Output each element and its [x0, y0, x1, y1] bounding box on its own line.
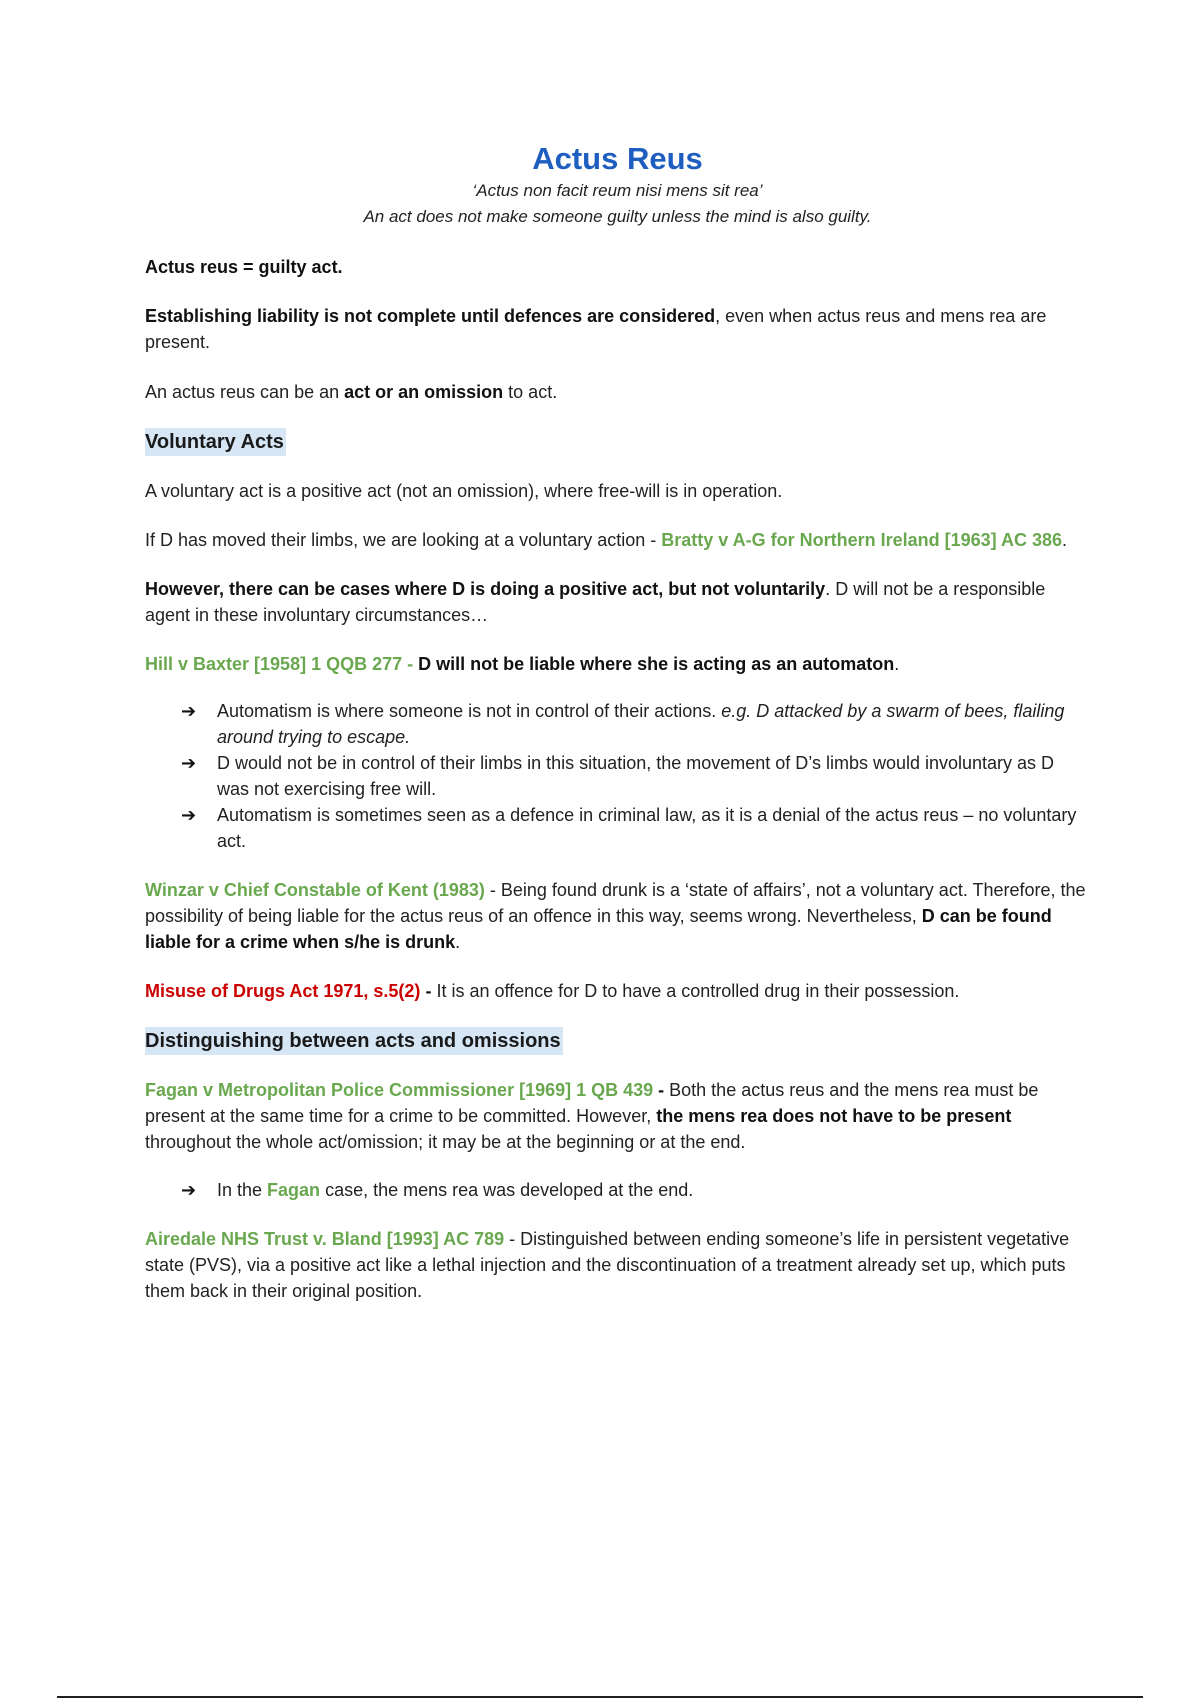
bullet-text: D would not be in control of their limbs in this situation, the movement of D’s limbs would involuntary as D was not exercising free will. — [217, 753, 1055, 799]
bratty-text: If D has moved their limbs, we are looking at a voluntary action - — [145, 530, 662, 550]
section-heading-acts-omissions: Distinguishing between acts and omissions — [145, 1027, 563, 1055]
acts-omissions-heading-wrap — [145, 1027, 1090, 1055]
arrow-bullet-icon: ➔ — [181, 805, 197, 825]
bratty-paragraph — [145, 527, 1090, 553]
act-omission-paragraph — [145, 379, 1090, 405]
involuntary-paragraph — [145, 576, 1090, 628]
fagan-bullet-list — [145, 1177, 1090, 1203]
act-omission-pre: An actus reus can be an — [145, 382, 345, 402]
winzar-bold: D can be found liable for a crime when s/he is drunk — [145, 906, 1052, 952]
voluntary-act-definition: A voluntary act is a positive act (not an omission), where free-will is in operation. — [145, 481, 783, 501]
fagan-dash: - — [653, 1080, 670, 1100]
section-heading-voluntary-acts: Voluntary Acts — [145, 428, 286, 456]
winzar-paragraph — [145, 877, 1090, 955]
fagan-bullet-pre: In the — [217, 1180, 268, 1200]
arrow-bullet-icon: ➔ — [181, 701, 197, 721]
bullet-example-italic: e.g. D attacked by a swarm of bees, flailing around trying to escape. — [217, 701, 1065, 747]
airedale-paragraph — [145, 1226, 1090, 1304]
act-omission-bold: act or an omission — [344, 382, 504, 402]
automatism-bullet-list — [145, 698, 1090, 854]
bullet-text: Automatism is sometimes seen as a defence in criminal law, as it is a denial of the actus reus – no voluntary act. — [217, 805, 1077, 851]
fagan-paragraph — [145, 1077, 1090, 1155]
winzar-text: - Being found drunk is a ‘state of affairs’, not a voluntary act. Therefore, the possibility of being liable for the actus reus of an offence in this way, seems wrong. Nevertheless, — [145, 880, 1086, 926]
page-bottom-rule — [57, 1696, 1143, 1698]
case-citation-fagan: Fagan v Metropolitan Police Commissioner [1969] 1 QB 439 — [145, 1080, 654, 1100]
bratty-end: . — [1062, 530, 1068, 550]
list-item — [181, 750, 1090, 802]
winzar-end: . — [455, 932, 461, 952]
act-omission-post: to act. — [503, 382, 558, 402]
misuse-text: It is an offence for D to have a controlled drug in their possession. — [436, 981, 960, 1001]
fagan-text: Both the actus reus and the mens rea must be present at the same time for a crime to be committed. However, — [145, 1080, 1039, 1126]
fagan-bold: the mens rea does not have to be present — [656, 1106, 1012, 1126]
liability-rest-text: , even when actus reus and mens rea are present. — [145, 306, 1047, 352]
liability-bold-text: Establishing liability is not complete until defences are considered — [145, 306, 716, 326]
arrow-bullet-icon: ➔ — [181, 1180, 197, 1200]
case-citation-winzar: Winzar v Chief Constable of Kent (1983) — [145, 880, 485, 900]
case-citation-fagan-short: Fagan — [267, 1180, 321, 1200]
list-item — [181, 1177, 1090, 1203]
involuntary-bold: However, there can be cases where D is doing a positive act, but not voluntarily — [145, 579, 826, 599]
case-citation-bratty: Bratty v A-G for Northern Ireland [1963] AC 386 — [661, 530, 1062, 550]
subtitle-translation: An act does not make someone guilty unless the mind is also guilty. — [363, 207, 872, 226]
statute-citation-misuse-of-drugs: Misuse of Drugs Act 1971, s.5(2) — [145, 981, 421, 1001]
hill-baxter-paragraph — [145, 651, 1090, 677]
hill-baxter-bold: D will not be liable where she is acting as an automaton — [418, 654, 895, 674]
list-item — [181, 698, 1090, 750]
definition-text: Actus reus = guilty act. — [145, 257, 343, 277]
document-page — [145, 140, 1090, 1304]
fagan-bullet-post: case, the mens rea was developed at the end. — [320, 1180, 694, 1200]
arrow-bullet-icon: ➔ — [181, 753, 197, 773]
liability-paragraph — [145, 303, 1090, 355]
case-citation-hill-baxter: Hill v Baxter [1958] 1 QQB 277 - — [145, 654, 419, 674]
airedale-text: - Distinguished between ending someone’s life in persistent vegetative state (PVS), via a positive act like a lethal injection and the discontinuation of a treatment already set up, which puts them back in their original position. — [145, 1229, 1070, 1301]
list-item — [181, 802, 1090, 854]
subtitle-latin-maxim: ‘Actus non facit reum nisi mens sit rea’ — [472, 181, 763, 200]
page-title: Actus Reus — [532, 141, 703, 176]
fagan-end: throughout the whole act/omission; it may be at the beginning or at the end. — [145, 1132, 746, 1152]
misuse-dash: - — [420, 981, 437, 1001]
bullet-text: Automatism is where someone is not in control of their actions. — [217, 701, 722, 721]
voluntary-acts-heading-wrap — [145, 428, 1090, 456]
definition-paragraph — [145, 254, 1090, 280]
hill-baxter-end: . — [894, 654, 900, 674]
involuntary-rest: . D will not be a responsible agent in these involuntary circumstances… — [145, 579, 1046, 625]
misuse-of-drugs-paragraph — [145, 978, 1090, 1004]
case-citation-airedale: Airedale NHS Trust v. Bland [1993] AC 789 — [145, 1229, 505, 1249]
